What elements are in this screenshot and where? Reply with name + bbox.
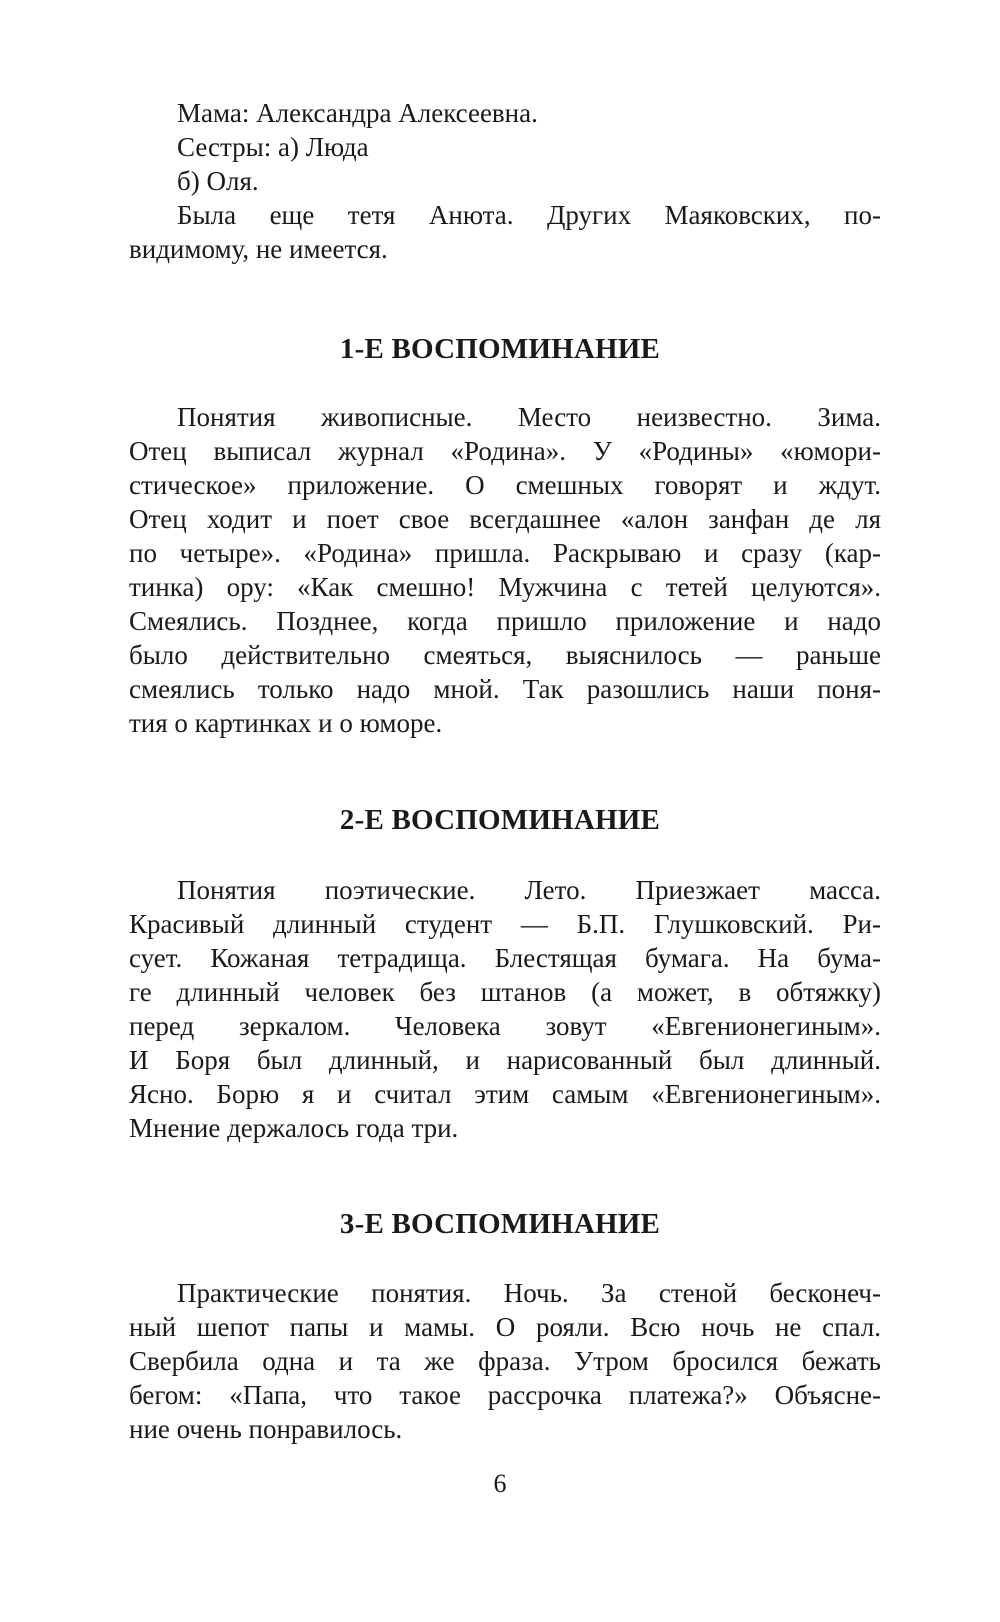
- section-body-2: [129, 873, 881, 1145]
- paragraph-line: по четыре». «Родина» пришла. Раскрываю и сразу (кар-: [129, 538, 881, 568]
- paragraph-line: ге длинный человек без штанов (а может, в обтяжку): [129, 977, 881, 1007]
- paragraph-line: И Боря был длинный, и нарисованный был длинный.: [129, 1045, 881, 1075]
- section-heading-3: 3-Е ВОСПОМИНАНИЕ: [339, 1208, 661, 1240]
- paragraph-line: перед зеркалом. Человека зовут «Евгениoнегиным».: [129, 1011, 881, 1041]
- paragraph-line: смеялись только надо мной. Так разошлись наши поня-: [129, 674, 881, 704]
- intro-line-sisters: Сестры: а) Люда: [177, 132, 369, 162]
- page-number: 6: [493, 1469, 507, 1498]
- section-heading-2: 2-Е ВОСПОМИНАНИЕ: [339, 804, 661, 836]
- intro-line-aunt: Была еще тетя Анюта. Других Маяковских, по-: [177, 200, 881, 230]
- section-body-1: [129, 400, 881, 740]
- paragraph-line: тинка) ору: «Как смешно! Мужчина с тетей целуются».: [129, 572, 881, 602]
- paragraph-line: Красивый длинный студент — Б.П. Глушковский. Ри-: [129, 909, 881, 939]
- paragraph-line: Свербила одна и та же фраза. Утром бросился бежать: [129, 1346, 881, 1376]
- paragraph-line: Понятия поэтические. Лето. Приезжает масса.: [177, 875, 881, 905]
- paragraph-line: бегом: «Папа, что такое рассрочка платежа?» Объясне-: [129, 1380, 881, 1410]
- paragraph-line: тия о картинках и о юморе.: [129, 708, 443, 738]
- paragraph-line: стическое» приложение. О смешных говорят и ждут.: [129, 470, 881, 500]
- paragraph-line: Отец выписал журнал «Родина». У «Родины» «юмори-: [129, 436, 881, 466]
- section-heading-1: 1-Е ВОСПОМИНАНИЕ: [339, 333, 661, 365]
- intro-block: [129, 96, 881, 266]
- paragraph-line: Понятия живописные. Место неизвестно. Зима.: [177, 402, 881, 432]
- paragraph-line: Ясно. Борю я и считал этим самым «Евгениoнегиным».: [129, 1079, 881, 1109]
- intro-line-mother: Мама: Александра Алексеевна.: [177, 98, 538, 128]
- intro-line-olya: б) Оля.: [177, 166, 259, 196]
- paragraph-line: ние очень понравилось.: [129, 1414, 403, 1444]
- paragraph-line: Мнение держалось года три.: [129, 1113, 459, 1143]
- paragraph-line: Практические понятия. Ночь. За стеной бесконеч-: [177, 1278, 881, 1308]
- paragraph-line: ный шепот папы и мамы. О рояли. Всю ночь не спал.: [129, 1312, 881, 1342]
- section-body-3: [129, 1276, 881, 1446]
- paragraph-line: было действительно смеяться, выяснилось — раньше: [129, 640, 881, 670]
- paragraph-line: Смеялись. Позднее, когда пришло приложение и надо: [129, 606, 881, 636]
- intro-line-other: видимому, не имеется.: [129, 234, 388, 264]
- paragraph-line: Отец ходит и поет свое всегдашнее «алон занфан де ля: [129, 504, 881, 534]
- paragraph-line: сует. Кожаная тетрадища. Блестящая бумага. На бума-: [129, 943, 881, 973]
